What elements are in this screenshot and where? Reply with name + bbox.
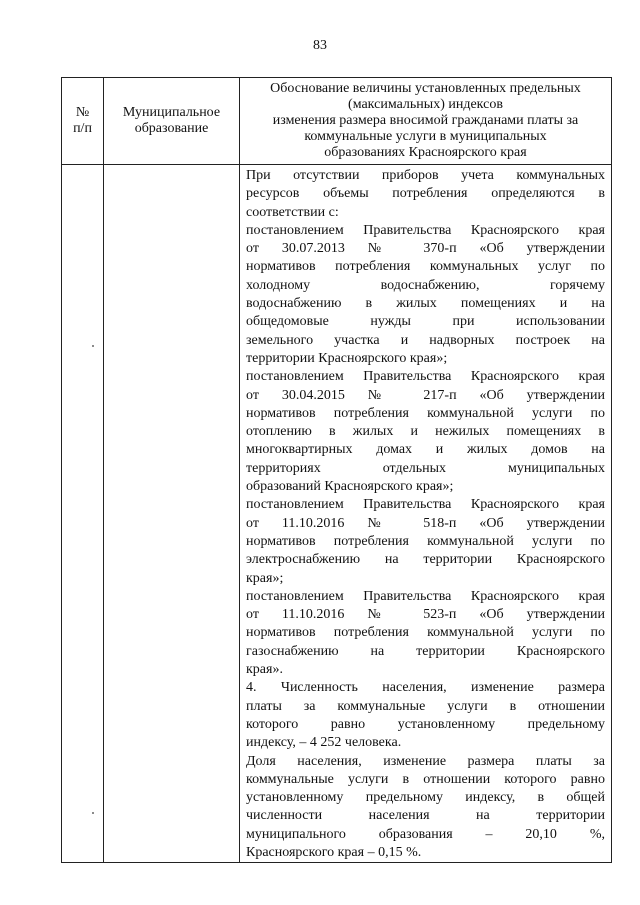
- text-line: от 11.10.2016 № 523-п «Об утверждении: [246, 607, 605, 623]
- header-justification-line: изменения размера вносимой гражданами платы за: [272, 113, 579, 128]
- text-line: постановлением Правительства Красноярского края: [246, 497, 605, 513]
- text-line: многоквартирных домах и жилых домов на: [246, 442, 605, 458]
- header-justification-line: (максимальных) индексов: [348, 97, 503, 112]
- text-line: постановлением Правительства Красноярского края: [246, 369, 605, 385]
- text-line: постановлением Правительства Красноярского края: [246, 588, 605, 604]
- header-municipality-line: Муниципальное: [122, 105, 221, 120]
- header-municipality-cell: [104, 78, 240, 165]
- text-line: нормативов потребления коммунальной услуги по: [246, 533, 605, 549]
- text-line: нормативов потребления коммунальной услуги по: [246, 625, 605, 641]
- text-line: края»;: [246, 570, 284, 586]
- text-line: от 30.07.2013 № 370-п «Об утверждении: [246, 241, 605, 257]
- row-number-cell: [62, 165, 104, 863]
- header-justification-line: коммунальные услуги в муниципальных: [304, 129, 547, 144]
- text-line: территории Красноярского края»;: [246, 350, 448, 366]
- table-row: [62, 165, 612, 863]
- text-line: численности населения на территории: [246, 808, 605, 824]
- text-line: от 11.10.2016 № 518-п «Об утверждении: [246, 515, 605, 531]
- text-line: коммунальные услуги в отношении которого равно: [246, 771, 605, 787]
- text-line: электроснабжению на территории Красноярского: [246, 552, 605, 568]
- text-line: Доля населения, изменение размера платы за: [246, 753, 605, 769]
- scan-speck: [92, 345, 94, 347]
- text-line: от 30.04.2015 № 217-п «Об утверждении: [246, 387, 605, 403]
- text-line: соответствии с:: [246, 204, 339, 220]
- text-line: нормативов потребления коммунальных услуг по: [246, 259, 605, 275]
- text-line: индексу, – 4 252 человека.: [246, 735, 402, 751]
- page-number: 83: [313, 38, 327, 53]
- text-line: постановлением Правительства Красноярского края: [246, 222, 605, 238]
- text-line: 4. Численность населения, изменение размера: [246, 680, 605, 696]
- text-line: образований Красноярского края»;: [246, 479, 454, 495]
- text-line: холодному водоснабжению, горячему: [246, 277, 605, 293]
- text-line: платы за коммунальные услуги в отношении: [246, 698, 605, 714]
- header-municipality-line: образование: [134, 121, 209, 136]
- text-line: муниципального образования – 20,10 %,: [246, 826, 605, 842]
- header-justification-cell: [240, 78, 612, 165]
- justification-table: [61, 77, 612, 863]
- scan-speck: [92, 812, 94, 814]
- row-municipality-cell: [104, 165, 240, 863]
- text-line: ресурсов объемы потребления определяются в: [246, 186, 605, 202]
- text-line: территориях отдельных муниципальных: [246, 460, 605, 476]
- text-line: нормативов потребления коммунальной услуги по: [246, 405, 605, 421]
- table-header-row: [62, 78, 612, 165]
- text-line: газоснабжению на территории Красноярского: [246, 643, 605, 659]
- justification-text: [246, 167, 605, 862]
- text-line: водоснабжению в жилых помещениях и на: [246, 296, 605, 312]
- row-justification-cell: [240, 165, 612, 863]
- text-line: установленному предельному индексу, в общей: [246, 790, 605, 806]
- text-line: Красноярского края – 0,15 %.: [246, 844, 422, 860]
- text-line: которого равно установленному предельному: [246, 716, 605, 732]
- header-justification-line: Обоснование величины установленных предельных: [270, 81, 581, 96]
- header-justification-line: образованиях Красноярского края: [324, 145, 527, 160]
- header-number-cell: [62, 78, 104, 165]
- text-line: земельного участка и надворных построек на: [246, 332, 605, 348]
- text-line: общедомовые нужды при использовании: [246, 314, 605, 330]
- header-number-line: №: [75, 105, 90, 120]
- header-number-line: п/п: [73, 121, 92, 136]
- text-line: отоплению в жилых и нежилых помещениях в: [246, 424, 605, 440]
- text-line: При отсутствии приборов учета коммунальных: [246, 168, 605, 183]
- text-line: края».: [246, 662, 283, 678]
